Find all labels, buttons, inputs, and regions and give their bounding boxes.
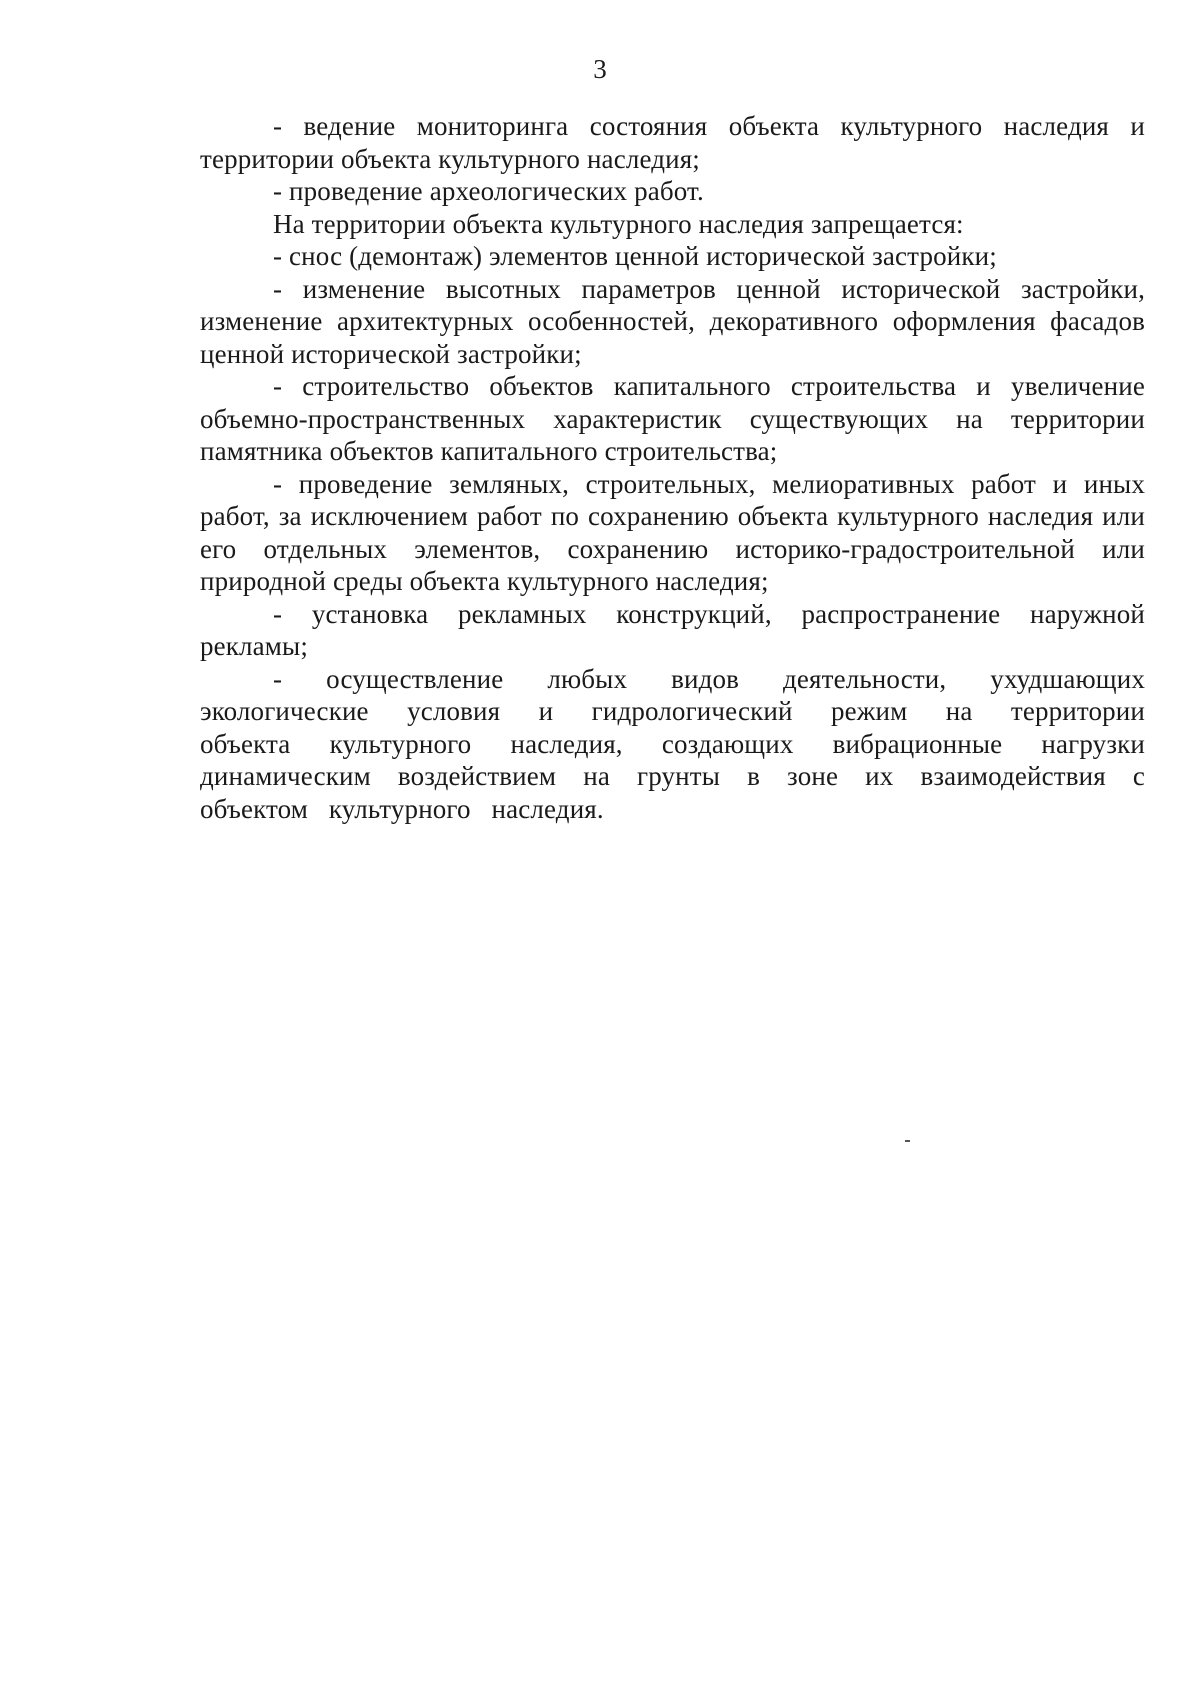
paragraph-prohibitions-heading: На территории объекта культурного наследия запрещается: — [273, 208, 964, 239]
paragraph-earthworks: - проведение земляных, строительных, мелиоративных работ и иных работ, за исключением работ по сохранению объекта культурного наследия или его отдельных элементов, сохранению историко-градостроительной или природной среды объекта культурного наследия; — [200, 468, 1145, 596]
paragraph-archaeology: - проведение археологических работ. — [273, 176, 704, 206]
paragraph-height-change: - изменение высотных параметров ценной исторической застройки, изменение архитектурных особенностей, декоративного оформления фасадов ценной исторической застройки; — [200, 273, 1145, 369]
scan-speck — [905, 1140, 910, 1142]
document-body — [200, 110, 1145, 825]
paragraph-activities: - осуществление любых видов деятельности, ухудшающих экологические условия и гидрологический режим на территории объекта культурного наследия, создающих вибрационные нагрузки динамическим воздействием на грунты в зоне их взаимодействия с объектом культурного наследия. — [200, 663, 1145, 824]
paragraph-advertising: - установка рекламных конструкций, распространение наружной рекламы; — [200, 598, 1145, 661]
paragraph-construction: - строительство объектов капитального строительства и увеличение объемно-пространственных характеристик существующих на территории памятника объектов капитального строительства; — [200, 371, 1145, 466]
page-number: 3 — [593, 54, 607, 84]
paragraph-monitoring: - ведение мониторинга состояния объекта культурного наследия и территории объекта культурного наследия; — [200, 111, 1145, 174]
paragraph-demolition: - снос (демонтаж) элементов ценной исторической застройки; — [273, 241, 997, 271]
